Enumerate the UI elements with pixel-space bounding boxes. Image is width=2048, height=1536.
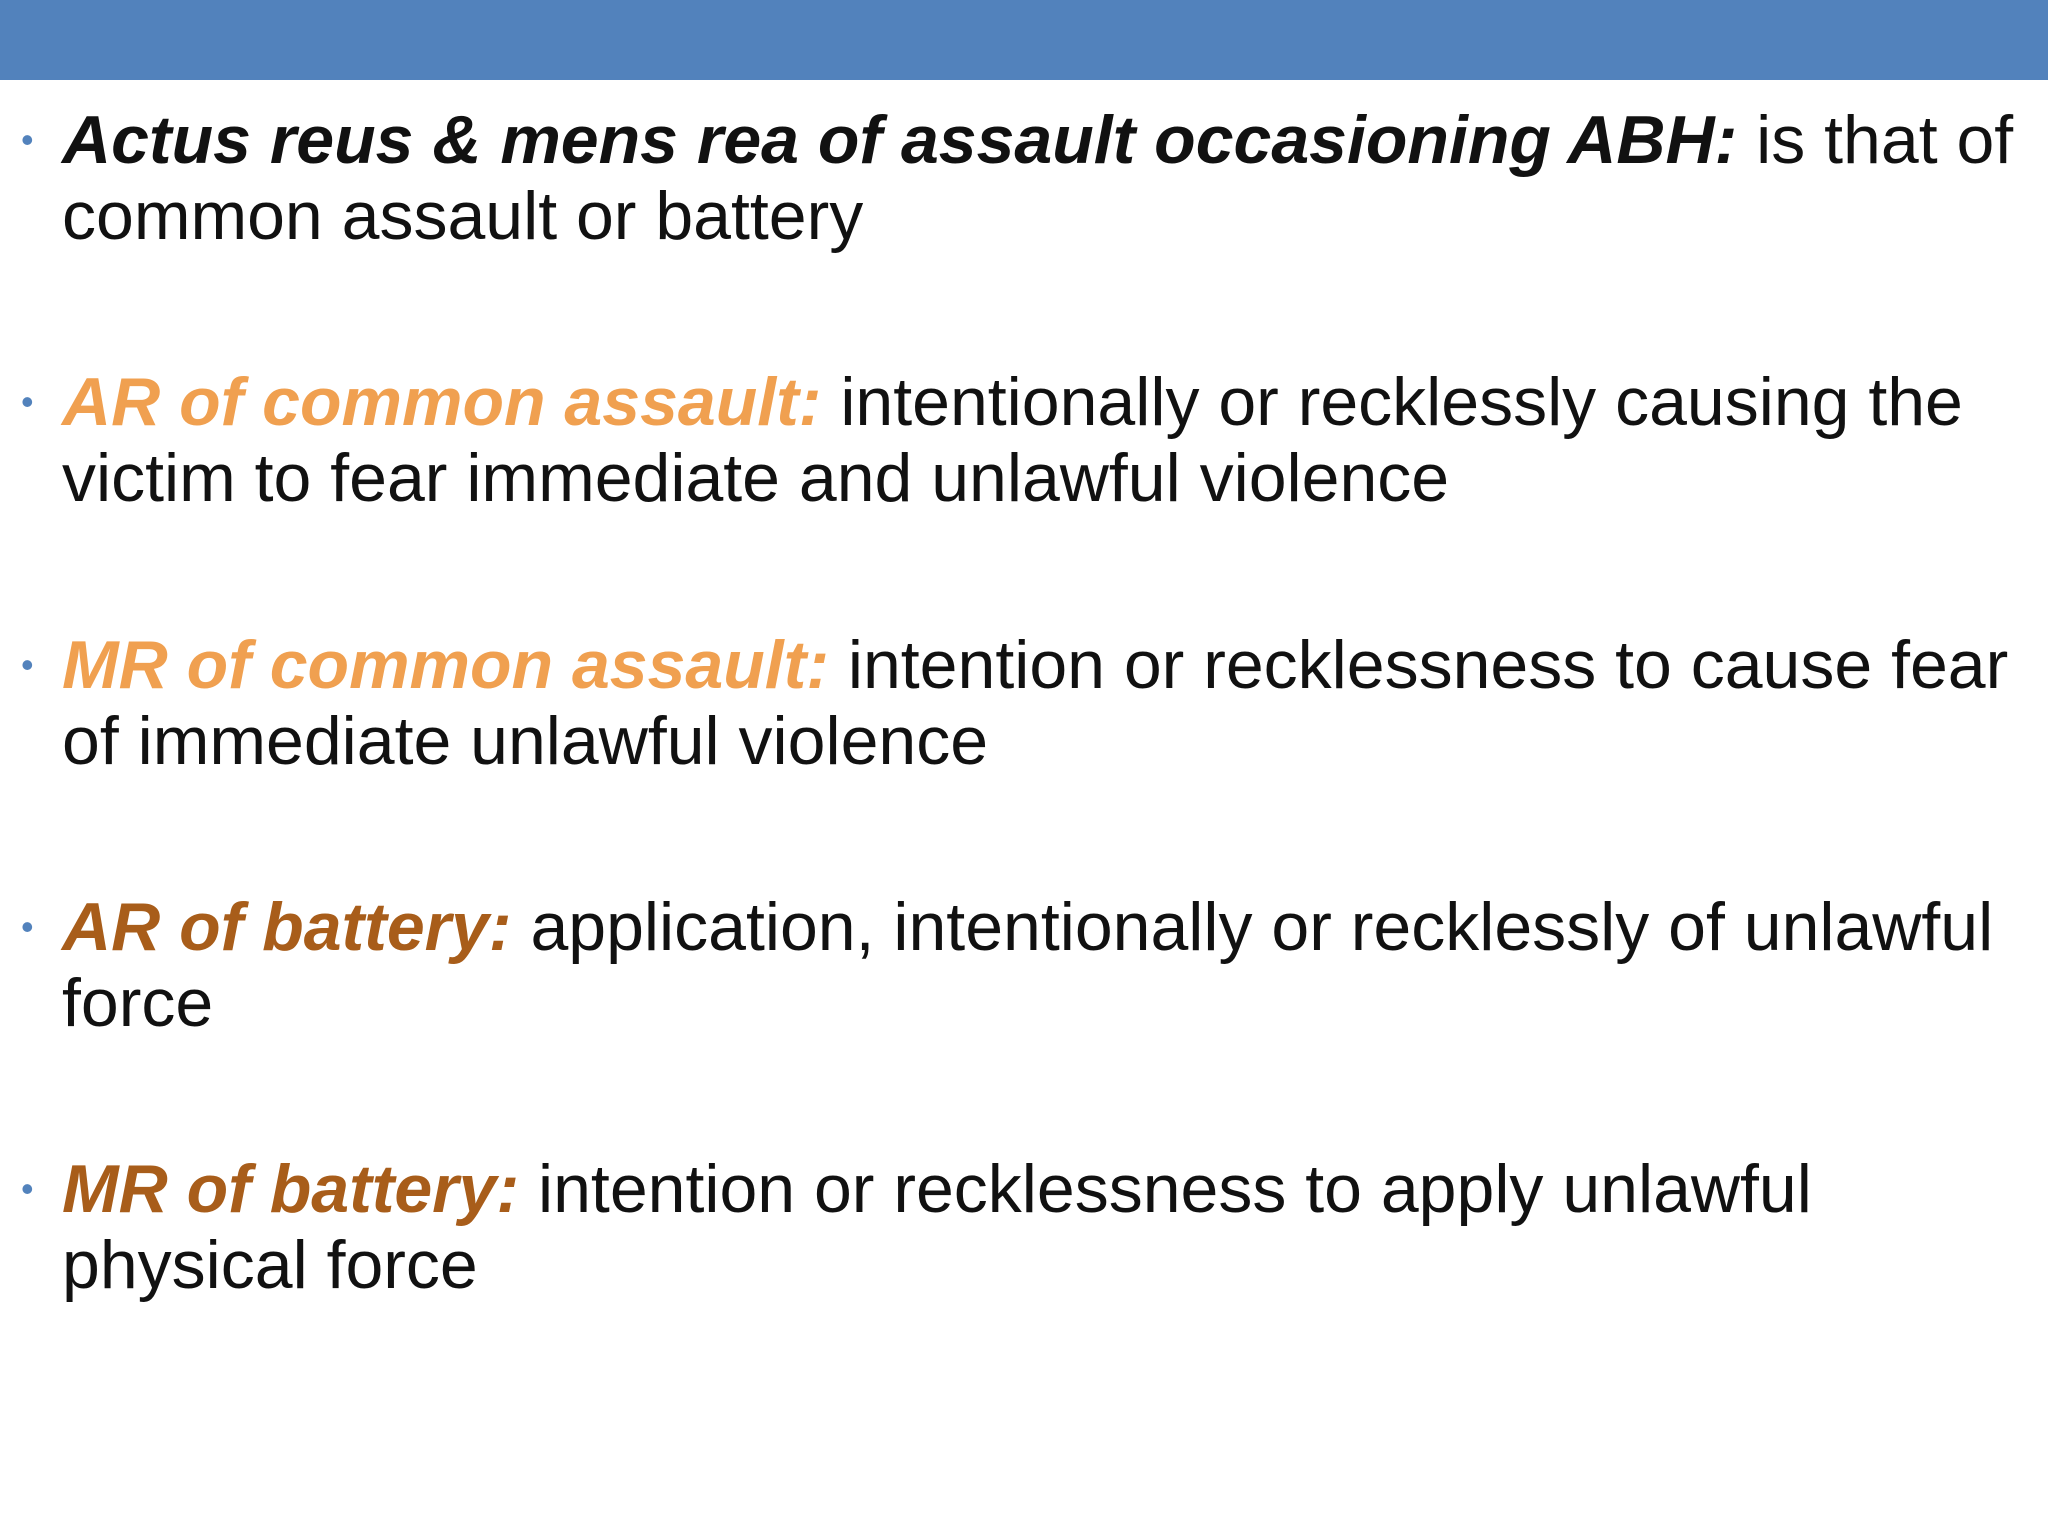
- bullet-description: intention or recklessness to cause fear of immediate unlawful violence: [62, 627, 2009, 779]
- bullet-description: intentionally or recklessly causing the victim to fear immediate and unlawful violence: [62, 364, 1963, 516]
- bullet-marker: •: [21, 1168, 34, 1209]
- bullet-description: is that of common assault or battery: [62, 102, 2014, 254]
- header-bar: [0, 0, 2048, 80]
- bullet-text: [62, 1151, 2032, 1303]
- bullet-description: intention or recklessness to apply unlawful physical force: [62, 1151, 1812, 1303]
- bullet-term: MR of common assault:: [62, 627, 829, 703]
- bullet-marker: •: [21, 644, 34, 685]
- bullet-term: AR of common assault:: [62, 364, 822, 440]
- bullet-term: MR of battery:: [62, 1151, 520, 1227]
- bullet-text: [62, 102, 2032, 254]
- bullet-marker: •: [21, 381, 34, 422]
- bullet-marker: •: [21, 119, 34, 160]
- bullet-text: [62, 364, 2032, 516]
- bullet-term: Actus reus & mens rea of assault occasioning ABH:: [62, 102, 1738, 178]
- bullet-term: AR of battery:: [62, 889, 512, 965]
- bullet-marker: •: [21, 906, 34, 947]
- bullet-description: application, intentionally or recklessly of unlawful force: [62, 889, 1994, 1041]
- bullet-text: [62, 889, 2032, 1041]
- bullet-text: [62, 627, 2032, 779]
